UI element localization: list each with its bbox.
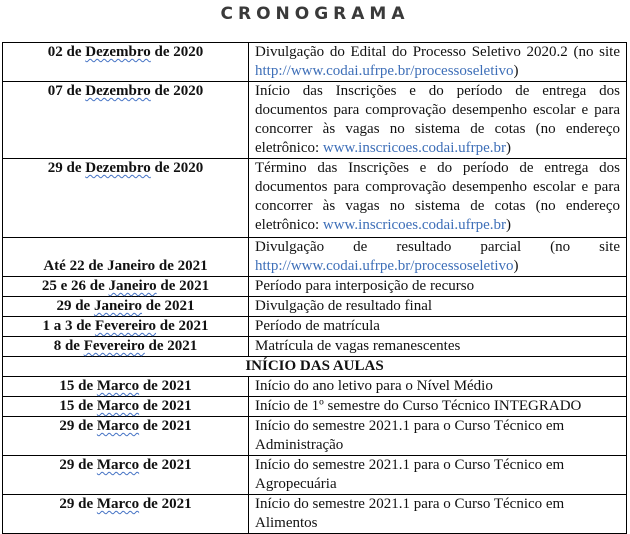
description-text: ) xyxy=(513,258,519,274)
date-text: de 2020 xyxy=(150,160,204,176)
schedule-table xyxy=(2,42,627,534)
table-row xyxy=(3,238,627,277)
description-cell: Início do ano letivo para o Nível Médio xyxy=(249,377,627,397)
description-cell xyxy=(249,43,627,82)
date-month: Fevereiro xyxy=(83,338,145,354)
description-cell: Divulgação de resultado final xyxy=(249,297,627,317)
date-cell xyxy=(3,337,249,357)
date-cell xyxy=(3,495,249,534)
description-text: Início das Inscrições e do período de entrega dos documentos para comprovação desempenho escolar e para concorrer às vagas no sistema de cotas (no endereço eletrônico: xyxy=(255,83,620,156)
date-cell xyxy=(3,377,249,397)
description-text: ) xyxy=(506,140,512,156)
date-text: de 2021 xyxy=(139,418,192,434)
table-row xyxy=(3,397,627,417)
link[interactable]: http://www.codai.ufrpe.br/processoseletivo xyxy=(255,258,514,274)
table-row xyxy=(3,317,627,337)
date-cell xyxy=(3,82,249,159)
description-text: ) xyxy=(506,217,512,233)
date-text: de 2021 xyxy=(139,398,192,414)
description-cell: Início do semestre 2021.1 para o Curso Técnico em Alimentos xyxy=(249,495,627,534)
description-cell: Início do semestre 2021.1 para o Curso Técnico em Agropecuária xyxy=(249,456,627,495)
date-text: de 2021 xyxy=(142,298,195,314)
date-month: Marco xyxy=(96,378,140,394)
table-row xyxy=(3,297,627,317)
table-row xyxy=(3,417,627,456)
date-month: Fevereiro xyxy=(94,318,157,334)
description-text: Divulgação do Edital do Processo Seletivo 2020.2 (no site xyxy=(255,44,620,60)
page-title: CRONOGRAMA xyxy=(220,4,410,24)
date-text: 1 a 3 de xyxy=(42,318,95,334)
date-text: 15 de xyxy=(59,378,97,394)
date-month: Marco xyxy=(96,496,140,512)
date-text: 29 de xyxy=(59,496,97,512)
link[interactable]: www.inscricoes.codai.ufrpe.br xyxy=(322,140,507,156)
description-cell xyxy=(249,82,627,159)
date-cell xyxy=(3,456,249,495)
date-cell xyxy=(3,277,249,297)
date-text: 25 e 26 de xyxy=(41,278,109,294)
description-cell: Início de 1º semestre do Curso Técnico INTEGRADO xyxy=(249,397,627,417)
date-text: de 2021 xyxy=(139,457,192,473)
date-cell xyxy=(3,43,249,82)
date-text: de 2021 xyxy=(156,278,210,294)
link[interactable]: http://www.codai.ufrpe.br/processoseletivo xyxy=(255,63,514,79)
date-month: Janeiro xyxy=(108,278,157,294)
date-text: de 2021 xyxy=(139,496,192,512)
date-month: Janeiro xyxy=(93,298,143,314)
table-row xyxy=(3,456,627,495)
date-month: Dezembro xyxy=(85,83,151,99)
table-row xyxy=(3,337,627,357)
description-text: Divulgação de resultado parcial (no site xyxy=(255,239,620,255)
date-text: 07 de xyxy=(47,83,86,99)
date-month: Marco xyxy=(96,398,140,414)
date-cell xyxy=(3,317,249,337)
date-text: 29 de xyxy=(47,160,86,176)
table-row xyxy=(3,43,627,82)
date-text: 29 de xyxy=(59,418,97,434)
table-row xyxy=(3,159,627,238)
table-row xyxy=(3,82,627,159)
description-cell: Período de matrícula xyxy=(249,317,627,337)
description-cell xyxy=(249,159,627,238)
date-text: 02 de xyxy=(47,44,86,60)
section-header-row xyxy=(3,357,627,377)
date-cell: Até 22 de Janeiro de 2021 xyxy=(3,238,249,277)
description-text: Término das Inscrições e do período de entrega dos documentos para comprovação desempenho escolar e para concorrer às vagas no sistema de cotas (no endereço eletrônico: xyxy=(255,160,620,233)
description-cell xyxy=(249,238,627,277)
date-text: 29 de xyxy=(59,457,97,473)
date-text: de 2021 xyxy=(144,338,198,354)
date-cell xyxy=(3,159,249,238)
description-text: ) xyxy=(513,63,519,79)
date-month: Marco xyxy=(96,418,140,434)
description-cell: Início do semestre 2021.1 para o Curso Técnico em Administração xyxy=(249,417,627,456)
date-month: Dezembro xyxy=(85,44,151,60)
section-header: INÍCIO DAS AULAS xyxy=(3,357,627,377)
date-month: Marco xyxy=(96,457,140,473)
date-cell xyxy=(3,417,249,456)
date-text: 8 de xyxy=(53,338,84,354)
date-text: de 2020 xyxy=(150,83,204,99)
date-text: de 2021 xyxy=(139,378,192,394)
date-text: de 2020 xyxy=(150,44,204,60)
link[interactable]: www.inscricoes.codai.ufrpe.br xyxy=(322,217,507,233)
table-row xyxy=(3,277,627,297)
date-month: Dezembro xyxy=(85,160,151,176)
description-cell: Matrícula de vagas remanescentes xyxy=(249,337,627,357)
description-cell: Período para interposição de recurso xyxy=(249,277,627,297)
date-text: 15 de xyxy=(59,398,97,414)
date-text: 29 de xyxy=(56,298,94,314)
date-text: de 2021 xyxy=(156,318,209,334)
table-row xyxy=(3,495,627,534)
date-cell xyxy=(3,397,249,417)
table-row xyxy=(3,377,627,397)
date-cell xyxy=(3,297,249,317)
